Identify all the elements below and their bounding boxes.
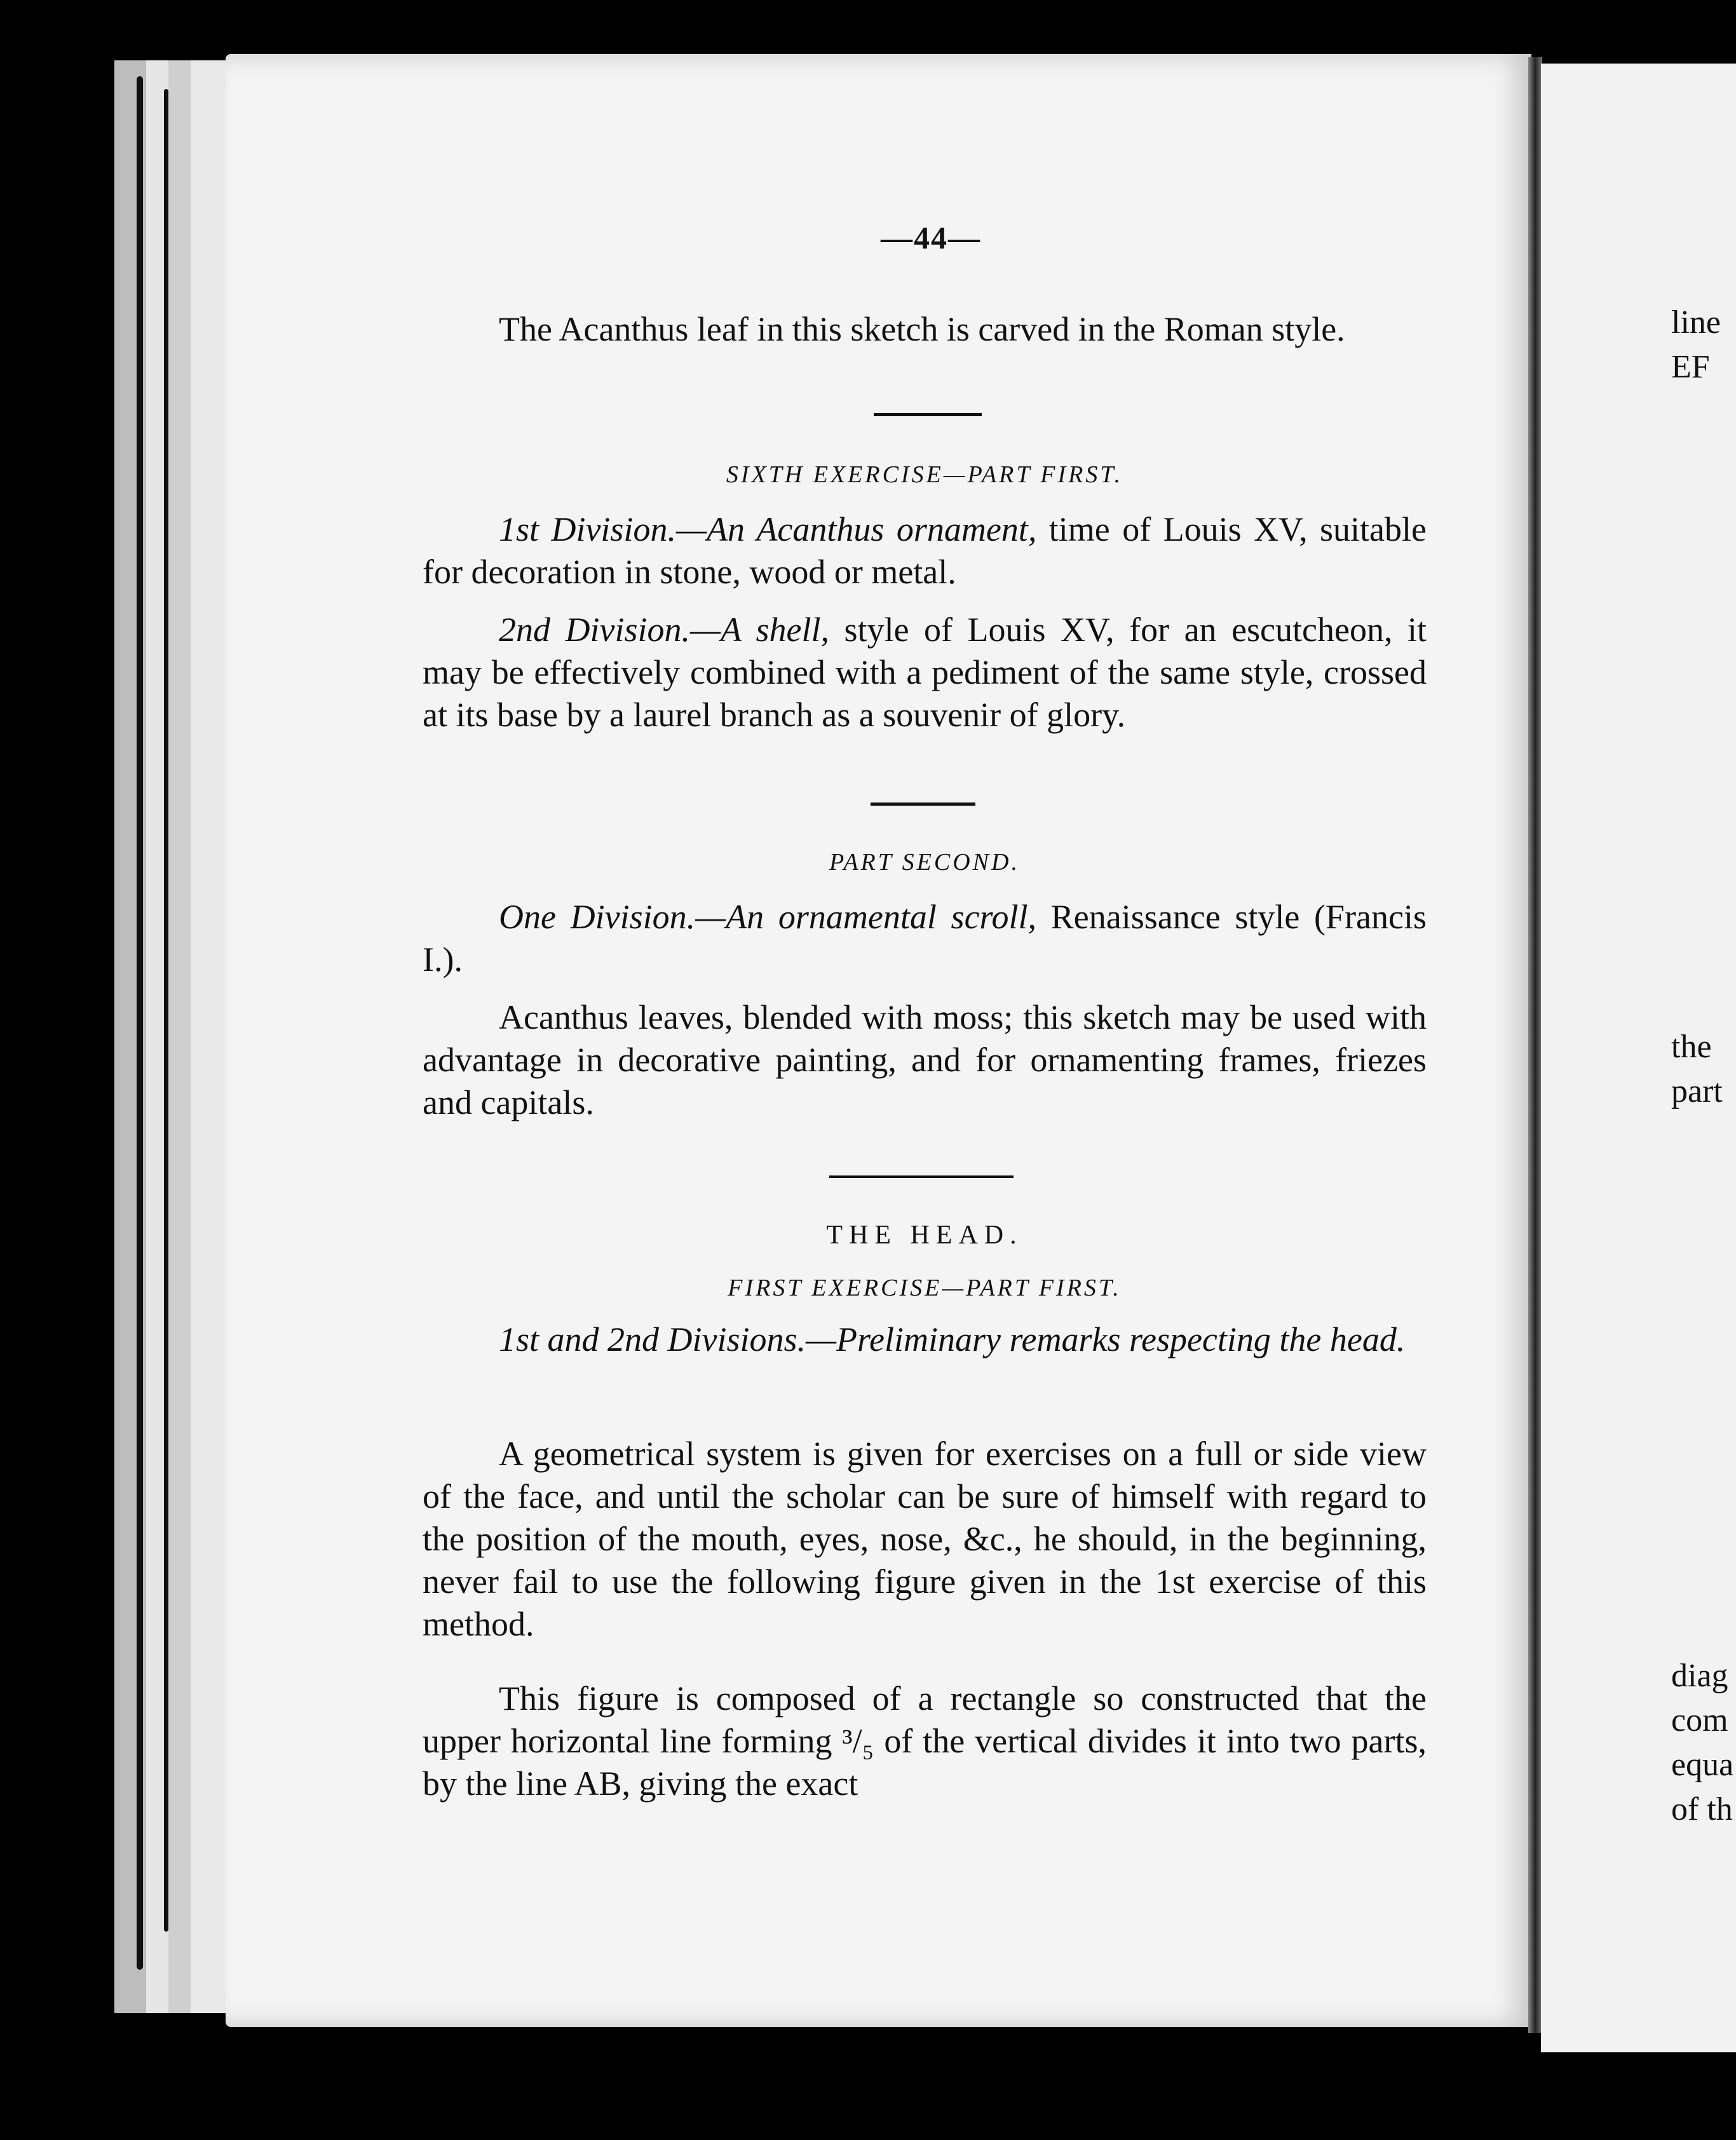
head-heading: THE HEAD. (826, 1221, 1023, 1250)
right-page-fragment: part (1671, 1073, 1723, 1109)
binding-line (164, 89, 168, 1932)
page-gutter (1528, 57, 1542, 2033)
second-division-text: style of Louis XV, for an escutcheon, it may be effectively combined with a pediment of the same style, crossed at its base by a laurel branch as a souvenir of glory. (423, 611, 1427, 734)
section-rule (829, 1175, 1014, 1178)
first-division-text: time of Louis XV, suitable for decoration in stone, wood or metal. (423, 510, 1427, 591)
book-edge (191, 60, 231, 2013)
first-exercise-heading: FIRST EXERCISE—PART FIRST. (728, 1275, 1122, 1301)
first-division-label: 1st Division.—An Acanthus ornament, (499, 510, 1037, 548)
acanthus-paragraph: Acanthus leaves, blended with moss; this sketch may be used with advantage in decorative painting, and for ornamenting frames, friezes and capitals. (423, 998, 1427, 1121)
figure-paragraph: This figure is composed of a rectangle so constructed that the upper horizontal line forming ³/₅ of the vertical divides it into two parts, by the line AB, giving the exact (423, 1679, 1427, 1803)
page-number: —44— (881, 220, 981, 255)
section-rule (871, 802, 975, 806)
right-page-fragment: line (1671, 304, 1721, 341)
right-page-fragment: the (1671, 1029, 1712, 1065)
right-page-fragment: com (1671, 1702, 1728, 1738)
right-page-fragment: equa (1671, 1747, 1734, 1783)
one-division-label: One Division.—An ornamental scroll, (499, 898, 1037, 936)
binding-line (137, 76, 143, 1970)
right-page-fragment: of th (1671, 1791, 1733, 1827)
second-division-label: 2nd Division.—A shell, (499, 611, 830, 649)
first-division-paragraph (423, 508, 1427, 593)
geometric-paragraph: A geometrical system is given for exercises on a full or side view of the face, and until the scholar can be sure of himself with regard to the position of the mouth, eyes, nose, &c., he should, in the beginning, never fail to use the following figure given in the 1st exercise of this method. (423, 1435, 1427, 1643)
intro-paragraph: The Acanthus leaf in this sketch is carved in the Roman style. (499, 310, 1345, 348)
one-division-paragraph (423, 896, 1427, 981)
right-page-fragment: EF (1671, 349, 1710, 385)
part-second-heading: PART SECOND. (829, 849, 1020, 876)
section-rule (874, 413, 982, 416)
one-division-text: Renaissance style (Francis I.). (423, 898, 1427, 979)
divisions-paragraph: 1st and 2nd Divisions.—Preliminary remarks respecting the head. (499, 1320, 1406, 1358)
right-page-fragment: diag (1671, 1658, 1728, 1694)
sixth-exercise-heading: SIXTH EXERCISE—PART FIRST. (726, 461, 1123, 488)
second-division-paragraph (423, 609, 1427, 736)
